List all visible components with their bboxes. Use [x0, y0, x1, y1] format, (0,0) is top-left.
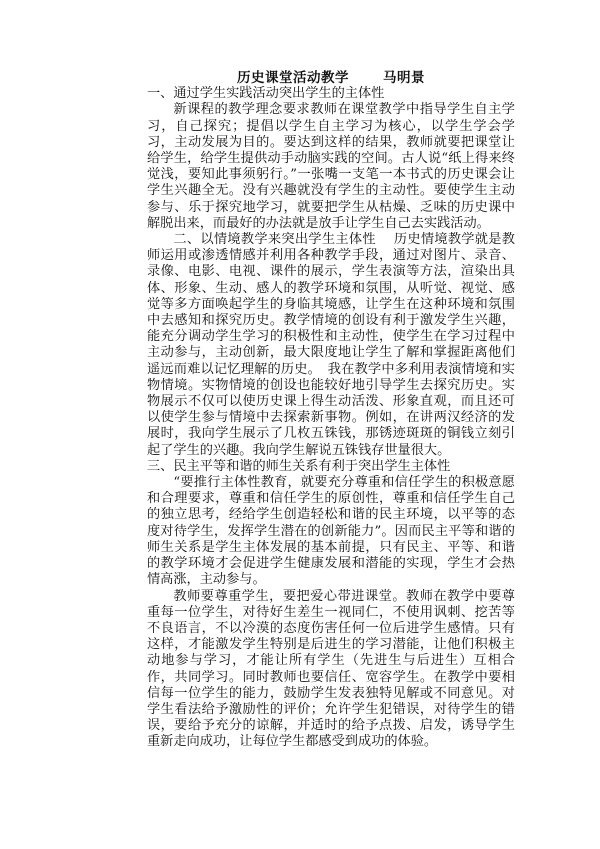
section-heading-3: 三、民主平等和谐的师生关系有利于突出学生主体性 [147, 458, 451, 474]
paragraph-3: “要推行主体性教育，就要充分尊重和信任学生的积极意愿和合理要求，尊重和信任学生的原创性，尊重和信任学生自己的独立思考，经给学生创造轻松和谐的民主环境，以平等的态度对待学生，发挥学生潜在的创新能力”。因而民主平等和谐的师生关系是学生主体发展的基本前提，只有民主、平等、和谐的教学环境才会促进学生健康发展和潜能的实现，学生才会热情高涨，主动参与。 [147, 475, 515, 588]
paragraph-4: 教师要尊重学生，要把爱心带进课堂。教师在教学中要尊重每一位学生，对待好生差生一视同仁，不使用讽刺、挖苦等不良语言，不以冷漠的态度伤害任何一位后进学生感情。只有这样，才能激发学生特别是后进生的学习潜能，让他们积极主动地参与学习，才能让所有学生（先进生与后进生）互相合作，共同学习。同时教师也要信任、宽容学生。在教学中要相信每一位学生的能力，鼓励学生发表独特见解或不同意见。对学生看法给予激励性的评价；允许学生犯错误，对待学生的错误，要给予充分的谅解，并适时的给予点拨、启发，诱导学生重新走向成功，让每位学生都感受到成功的体验。 [147, 588, 515, 750]
title-row [147, 70, 515, 86]
section-heading-1: 一、通过学生实践活动突出学生的主体性 [147, 86, 385, 102]
document-page [147, 70, 515, 751]
paragraph-2: 二、以情境教学来突出学生主体性 历史情境教学就是教师运用或渗透情感并利用各种教学手段，通过对图片、录音、录像、电影、电视、课件的展示，学生表演等方法，渲染出具体、形象、生动、感人的教学环境和氛围，从听觉、视觉、感觉等多方面唤起学生的身临其境感，让学生在这种环境和氛围中去感知和探究历史。教学情境的创设有利于激发学生兴趣，能充分调动学生学习的积极性和主动性，使学生在学习过程中主动参与，主动创新，最大限度地让学生了解和掌握距离他们遥远而难以记忆理解的历史。 我在教学中多利用表演情境和实物情境。实物情境的创设也能较好地引导学生去探究历史。实物展示不仅可以使历史课上得生动活泼、形象直观，而且还可以使学生参与情境中去探索新事物。例如，在讲两汉经济的发展时，我向学生展示了几枚五铢钱，那锈迹斑斑的铜钱立刻引起了学生的兴趣。我向学生解说五铢钱存世量很大。 [147, 232, 515, 458]
document-title: 历史课堂活动教学 [237, 70, 349, 86]
document-author: 马明景 [383, 70, 425, 86]
paragraph-1: 新课程的教学理念要求教师在课堂教学中指导学生自主学习，自己探究；提倡以学生自主学习为核心，以学生学会学习，主动发展为目的。要达到这样的结果，教师就要把课堂让给学生，给学生提供动手动脑实践的空间。古人说“纸上得来终觉浅，要知此事须躬行。”一张嘴一支笔一本书式的历史课会让学生兴趣全无。没有兴趣就没有学生的主动性。要使学生主动参与、乐于探究地学习，就要把学生从枯燥、乏味的历史课中解脱出来，而最好的办法就是放手让学生自己去实践活动。 [147, 102, 515, 231]
